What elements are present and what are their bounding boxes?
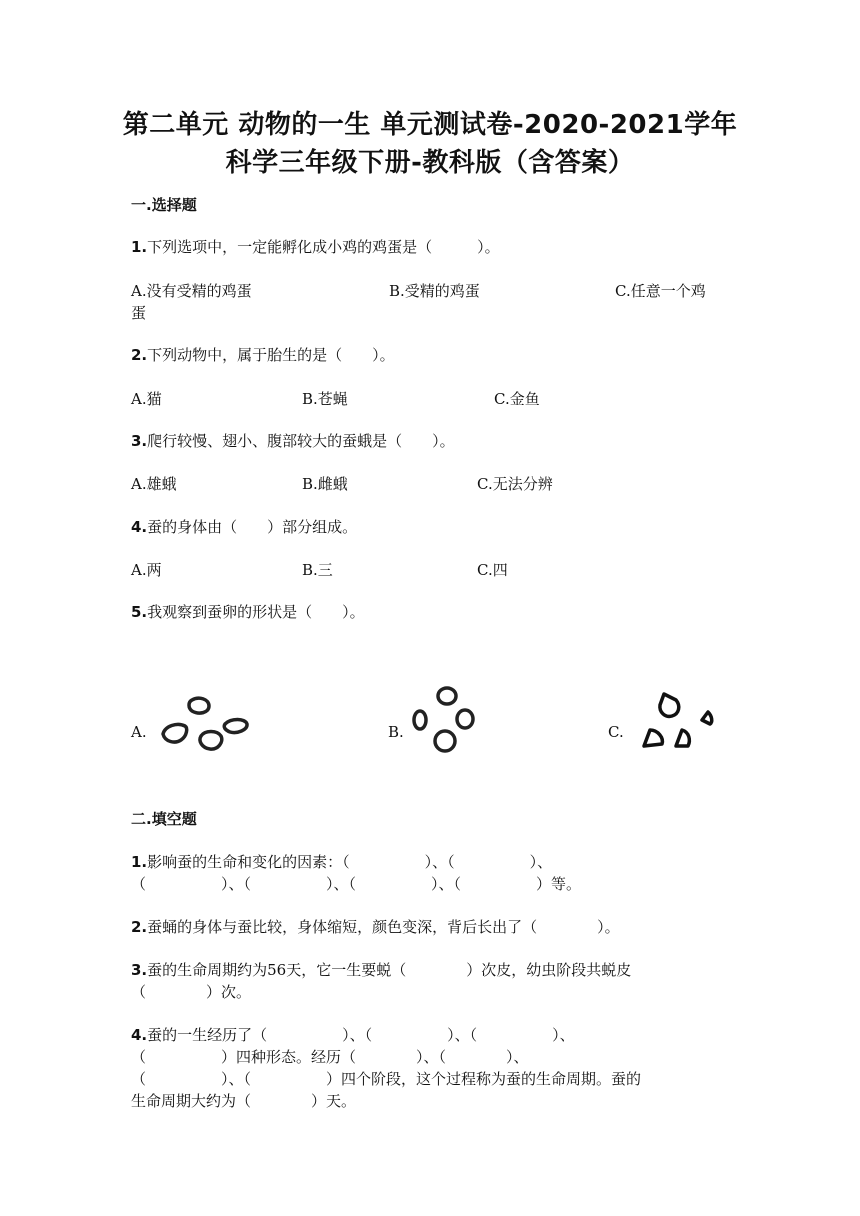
egg-shapes-c-image <box>632 686 722 756</box>
question-number: 3. <box>131 432 148 450</box>
question-3 <box>131 430 455 451</box>
fill-question-2 <box>131 916 620 937</box>
option-a[interactable]: A.雄蛾 <box>131 475 177 493</box>
option-c-continued: 蛋 <box>131 304 147 322</box>
section-heading-fill: 二.填空题 <box>131 810 197 828</box>
option-a[interactable]: A.猫 <box>131 390 162 408</box>
question-number: 2. <box>131 346 148 364</box>
option-c[interactable]: C.四 <box>477 561 508 579</box>
question-number: 1. <box>131 853 148 871</box>
fill-question-4 <box>131 1024 575 1045</box>
question-text: 下列选项中，一定能孵化成小鸡的鸡蛋是（ ）。 <box>147 238 500 256</box>
question-text: 下列动物中，属于胎生的是（ ）。 <box>147 346 395 364</box>
option-b[interactable]: B.苍蝇 <box>302 390 348 408</box>
option-a[interactable]: A.没有受精的鸡蛋 <box>131 282 252 300</box>
fill-question-4-line2: （ ）四种形态。经历（ ）、（ ）、 <box>131 1048 529 1066</box>
question-number: 4. <box>131 1026 148 1044</box>
egg-shapes-b-image <box>408 682 488 760</box>
question-text: 蚕的身体由（ ）部分组成。 <box>147 518 358 536</box>
question-number: 5. <box>131 603 148 621</box>
document-title-line1: 第二单元 动物的一生 单元测试卷-2020-2021学年 <box>122 110 738 140</box>
fill-question-3-line2: （ ）次。 <box>131 983 252 1001</box>
fill-question-1 <box>131 851 552 872</box>
question-4 <box>131 516 357 537</box>
fill-question-4-line3: （ ）、（ ）四个阶段，这个过程称为蚕的生命周期。蚕的 <box>131 1070 642 1088</box>
question-number: 4. <box>131 518 148 536</box>
question-number: 3. <box>131 961 148 979</box>
question-5 <box>131 601 365 622</box>
question-1 <box>131 236 500 257</box>
option-b[interactable]: B.受精的鸡蛋 <box>389 282 480 300</box>
fill-question-3 <box>131 959 631 980</box>
question-text: 蚕的一生经历了（ ）、（ ）、（ ）、 <box>147 1026 575 1044</box>
document-title-line2: 科学三年级下册-教科版（含答案） <box>225 148 635 178</box>
option-b[interactable]: B.三 <box>302 561 333 579</box>
question-text: 蚕的生命周期约为56天，它一生要蜕（ ）次皮，幼虫阶段共蜕皮 <box>147 961 632 979</box>
fill-question-4-line4: 生命周期大约为（ ）天。 <box>131 1092 357 1110</box>
question-number: 1. <box>131 238 148 256</box>
section-heading-choice: 一.选择题 <box>131 196 197 214</box>
question-text: 爬行较慢、翅小、腹部较大的蚕蛾是（ ）。 <box>147 432 455 450</box>
option-a[interactable]: A. <box>131 723 147 741</box>
option-c[interactable]: C.金鱼 <box>494 390 540 408</box>
question-text: 我观察到蚕卵的形状是（ ）。 <box>147 603 365 621</box>
option-b[interactable]: B. <box>388 723 404 741</box>
option-c[interactable]: C. <box>608 723 624 741</box>
question-2 <box>131 344 395 365</box>
option-a[interactable]: A.两 <box>131 561 162 579</box>
option-b[interactable]: B.雌蛾 <box>302 475 348 493</box>
fill-question-1-line2: （ ）、（ ）、（ ）、（ ）等。 <box>131 875 582 893</box>
option-c[interactable]: C.无法分辨 <box>477 475 553 493</box>
egg-shapes-a-image <box>155 690 255 760</box>
question-text: 蚕蛹的身体与蚕比较，身体缩短，颜色变深，背后长出了（ ）。 <box>147 918 620 936</box>
question-number: 2. <box>131 918 148 936</box>
option-c[interactable]: C.任意一个鸡 <box>615 282 706 300</box>
question-text: 影响蚕的生命和变化的因素：（ ）、（ ）、 <box>147 853 553 871</box>
